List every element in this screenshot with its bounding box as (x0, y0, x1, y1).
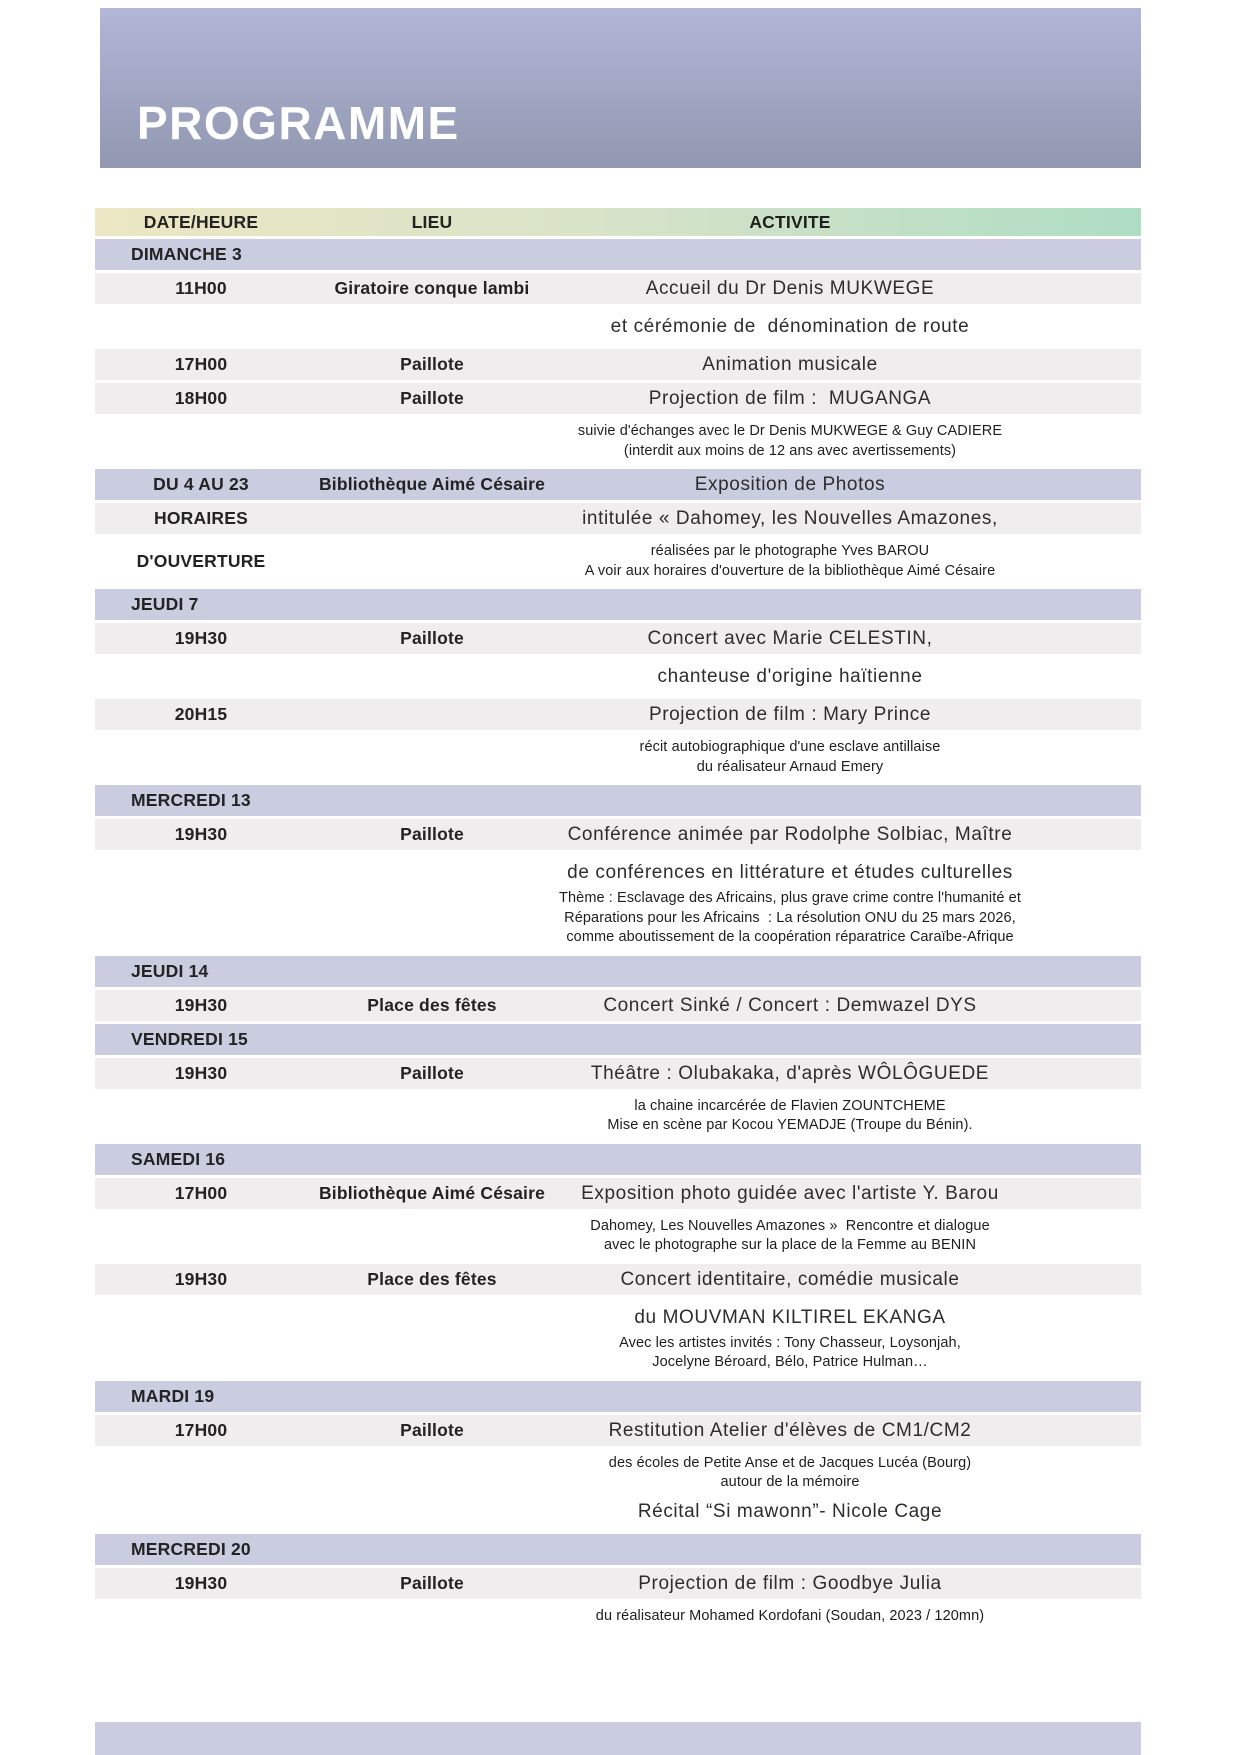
date-cell: MARDI 19 (131, 1385, 215, 1406)
activity-line: réalisées par le photographe Yves BAROU (650, 543, 930, 559)
activity-line: Conférence animée par Rodolphe Solbiac, Maître (567, 824, 1013, 845)
activity-line: comme aboutissement de la coopération réparatrice Caraïbe-Afrique (566, 929, 1014, 945)
date-cell (95, 422, 307, 461)
lieu-cell (307, 422, 557, 461)
date-cell (95, 1454, 307, 1526)
lieu-cell: Bibliothèque Aimé Césaire (318, 1182, 546, 1203)
activity-line: Mise en scène par Kocou YEMADJE (Troupe du Bénin). (607, 1117, 973, 1133)
activity-cell (557, 1097, 1141, 1136)
date-cell (95, 1097, 307, 1136)
activity-line: Accueil du Dr Denis MUKWEGE (645, 278, 935, 299)
lieu-cell (307, 1097, 557, 1136)
lieu-cell (307, 1217, 557, 1256)
day-row (95, 1144, 1141, 1175)
activity-cell (557, 1415, 1141, 1446)
event-row (95, 1568, 1141, 1599)
event-row (95, 349, 1141, 380)
activity-cell (557, 239, 1141, 270)
activity-line: Concert identitaire, comédie musicale (620, 1268, 960, 1290)
date-cell: MERCREDI 13 (131, 790, 251, 810)
activity-cell (557, 858, 1141, 948)
event-row (95, 1264, 1141, 1295)
date-cell: D'OUVERTURE (136, 551, 266, 571)
activity-line: des écoles de Petite Anse et de Jacques Lucéa (Bourg) (608, 1454, 972, 1471)
lieu-cell (307, 312, 557, 341)
date-cell: DIMANCHE 3 (131, 244, 242, 264)
date-cell: DU 4 AU 23 (153, 474, 249, 494)
activity-cell (557, 662, 1141, 691)
activity-line: du réalisateur Mohamed Kordofani (Soudan, 2023 / 120mn) (595, 1607, 985, 1624)
page-title: PROGRAMME (137, 97, 460, 149)
event-row (95, 1602, 1141, 1632)
activity-line: suivie d'échanges avec le Dr Denis MUKWEGE & Guy CADIERE (577, 423, 1003, 439)
event-row (95, 657, 1141, 696)
activity-cell (557, 738, 1141, 777)
date-cell: JEUDI 14 (131, 960, 209, 981)
activity-cell (557, 1381, 1141, 1412)
activity-line: Projection de film : MUGANGA (648, 388, 932, 409)
date-cell: SAMEDI 16 (131, 1148, 226, 1169)
lieu-cell (307, 1607, 557, 1627)
activity-line: récit autobiographique d'une esclave antillaise (639, 739, 941, 755)
date-cell: 19H30 (174, 1572, 228, 1593)
activity-cell (557, 1178, 1141, 1209)
lieu-cell (307, 785, 557, 816)
date-cell: MERCREDI 20 (131, 1538, 251, 1559)
event-row (95, 383, 1141, 414)
activity-line: du réalisateur Arnaud Emery (696, 758, 884, 775)
activity-cell (557, 1607, 1141, 1627)
lieu-cell (307, 503, 557, 534)
event-row (95, 1449, 1141, 1531)
lieu-cell (307, 542, 557, 581)
event-row (95, 1058, 1141, 1089)
date-cell (95, 1303, 307, 1373)
lieu-cell (307, 1381, 557, 1412)
activity-line: Projection de film : Goodbye Julia (638, 1572, 942, 1594)
date-cell (95, 1217, 307, 1256)
activity-cell (557, 699, 1141, 730)
activity-line: (interdit aux moins de 12 ans avec avertissements) (623, 442, 957, 459)
date-cell (95, 312, 307, 341)
event-row (95, 417, 1141, 466)
lieu-cell: Place des fêtes (367, 994, 497, 1015)
activity-cell (557, 349, 1141, 380)
activity-cell (557, 1568, 1141, 1599)
lieu-cell (307, 662, 557, 691)
activity-line: Exposition de Photos (694, 474, 886, 495)
activity-cell (557, 469, 1141, 500)
activity-cell (557, 1264, 1141, 1295)
page-banner (100, 8, 1141, 168)
date-cell: 19H30 (174, 628, 228, 648)
activity-line: Animation musicale (702, 354, 878, 375)
day-row (95, 956, 1141, 987)
date-cell: 11H00 (175, 278, 227, 298)
event-row (95, 733, 1141, 782)
activity-cell (557, 273, 1141, 304)
lieu-cell (307, 589, 557, 620)
lieu-cell: Paillote (400, 628, 464, 648)
day-row (95, 1534, 1141, 1565)
activity-line: autour de la mémoire (720, 1474, 860, 1490)
event-row (95, 1298, 1141, 1378)
date-cell: HORAIRES (154, 508, 248, 528)
lieu-cell: Paillote (400, 1419, 464, 1440)
programme-table (95, 208, 1141, 1634)
activity-line: Thème : Esclavage des Africains, plus grave crime contre l'humanité et (559, 890, 1021, 906)
lieu-cell (307, 1454, 557, 1526)
activity-line: Dahomey, Les Nouvelles Amazones » Rencontre et dialogue (590, 1217, 990, 1234)
day-row (95, 589, 1141, 620)
event-row (95, 537, 1141, 586)
activity-line: A voir aux horaires d'ouverture de la bibliothèque Aimé Césaire (584, 562, 996, 579)
date-cell: 19H30 (174, 1268, 228, 1289)
event-row (95, 853, 1141, 953)
lieu-cell: Paillote (400, 824, 464, 844)
activity-line: intitulée « Dahomey, les Nouvelles Amazones, (582, 508, 998, 529)
lieu-cell: Place des fêtes (367, 1268, 497, 1289)
activity-cell (557, 503, 1141, 534)
date-cell: 19H30 (174, 994, 228, 1015)
lieu-cell (307, 239, 557, 270)
day-row (95, 239, 1141, 270)
event-row (95, 1212, 1141, 1261)
activity-line: Exposition photo guidée avec l'artiste Y. Barou (581, 1182, 999, 1204)
header-date-heure: DATE/HEURE (143, 211, 259, 232)
activity-line: Jocelyne Béroard, Bélo, Patrice Hulman… (652, 1354, 928, 1370)
footer-band (95, 1722, 1141, 1755)
lieu-cell (307, 738, 557, 777)
date-cell: JEUDI 7 (131, 594, 199, 614)
table-header-row (95, 208, 1141, 236)
event-row (95, 623, 1141, 654)
event-row (95, 273, 1141, 304)
date-cell: 17H00 (174, 1182, 228, 1203)
programme-table-body (95, 239, 1141, 1631)
activity-line: Réparations pour les Africains : La résolution ONU du 25 mars 2026, (564, 909, 1016, 926)
lieu-cell (307, 956, 557, 987)
lieu-cell: Paillote (400, 1062, 464, 1083)
activity-line: Restitution Atelier d'élèves de CM1/CM2 (608, 1419, 972, 1441)
lieu-cell (307, 1534, 557, 1565)
activity-cell (557, 990, 1141, 1021)
activity-cell (557, 1024, 1141, 1055)
event-row (95, 990, 1141, 1021)
activity-cell (557, 819, 1141, 850)
date-cell: 19H30 (174, 824, 228, 844)
event-row (95, 699, 1141, 730)
date-cell: 17H00 (174, 1419, 228, 1440)
event-row (95, 1178, 1141, 1209)
lieu-cell: Paillote (400, 354, 464, 374)
day-row (95, 469, 1141, 500)
activity-cell (557, 785, 1141, 816)
activity-line: chanteuse d'origine haïtienne (657, 666, 923, 687)
activity-cell (557, 1144, 1141, 1175)
date-cell: 19H30 (174, 1062, 228, 1083)
date-cell: 20H15 (174, 704, 228, 724)
event-row (95, 1415, 1141, 1446)
header-activite: ACTIVITE (749, 211, 831, 232)
activity-cell (557, 422, 1141, 461)
activity-cell (557, 1058, 1141, 1089)
activity-line: la chaine incarcérée de Flavien ZOUNTCHEME (634, 1097, 946, 1114)
date-cell (95, 1607, 307, 1627)
lieu-cell (307, 699, 557, 730)
lieu-cell: Bibliothèque Aimé Césaire (318, 474, 546, 494)
activity-cell (557, 383, 1141, 414)
date-cell (95, 662, 307, 691)
lieu-cell (307, 1144, 557, 1175)
day-row (95, 1024, 1141, 1055)
activity-cell (557, 1454, 1141, 1526)
date-cell: VENDREDI 15 (131, 1028, 248, 1049)
activity-line: Concert Sinké / Concert : Demwazel DYS (603, 994, 977, 1016)
activity-cell (557, 312, 1141, 341)
activity-line: Récital “Si mawonn”- Nicole Cage (637, 1500, 943, 1522)
activity-cell (557, 1217, 1141, 1256)
header-lieu: LIEU (411, 211, 453, 232)
event-row (95, 819, 1141, 850)
date-cell (95, 738, 307, 777)
lieu-cell: Paillote (400, 1572, 464, 1593)
date-cell: 18H00 (174, 388, 228, 408)
lieu-cell (307, 1024, 557, 1055)
lieu-cell (307, 858, 557, 948)
activity-cell (557, 542, 1141, 581)
lieu-cell: Giratoire conque lambi (334, 278, 530, 298)
activity-line: et cérémonie de dénomination de route (610, 316, 970, 337)
activity-line: Concert avec Marie CELESTIN, (647, 628, 933, 649)
lieu-cell (307, 1303, 557, 1373)
activity-line: avec le photographe sur la place de la Femme au BENIN (603, 1237, 977, 1253)
lieu-cell: Paillote (400, 388, 464, 408)
date-cell (95, 858, 307, 948)
activity-line: de conférences en littérature et études culturelles (567, 862, 1013, 883)
activity-cell (557, 956, 1141, 987)
activity-cell (557, 589, 1141, 620)
event-row (95, 503, 1141, 534)
date-cell: 17H00 (174, 354, 228, 374)
activity-cell (557, 1303, 1141, 1373)
activity-line: Projection de film : Mary Prince (648, 704, 932, 725)
activity-line: Théâtre : Olubakaka, d'après WÔLÔGUEDE (590, 1062, 990, 1084)
activity-cell (557, 1534, 1141, 1565)
event-row (95, 1092, 1141, 1141)
day-row (95, 785, 1141, 816)
event-row (95, 307, 1141, 346)
day-row (95, 1381, 1141, 1412)
activity-cell (557, 623, 1141, 654)
activity-line: du MOUVMAN KILTIREL EKANGA (634, 1306, 946, 1328)
activity-line: Avec les artistes invités : Tony Chasseur, Loysonjah, (619, 1334, 961, 1351)
